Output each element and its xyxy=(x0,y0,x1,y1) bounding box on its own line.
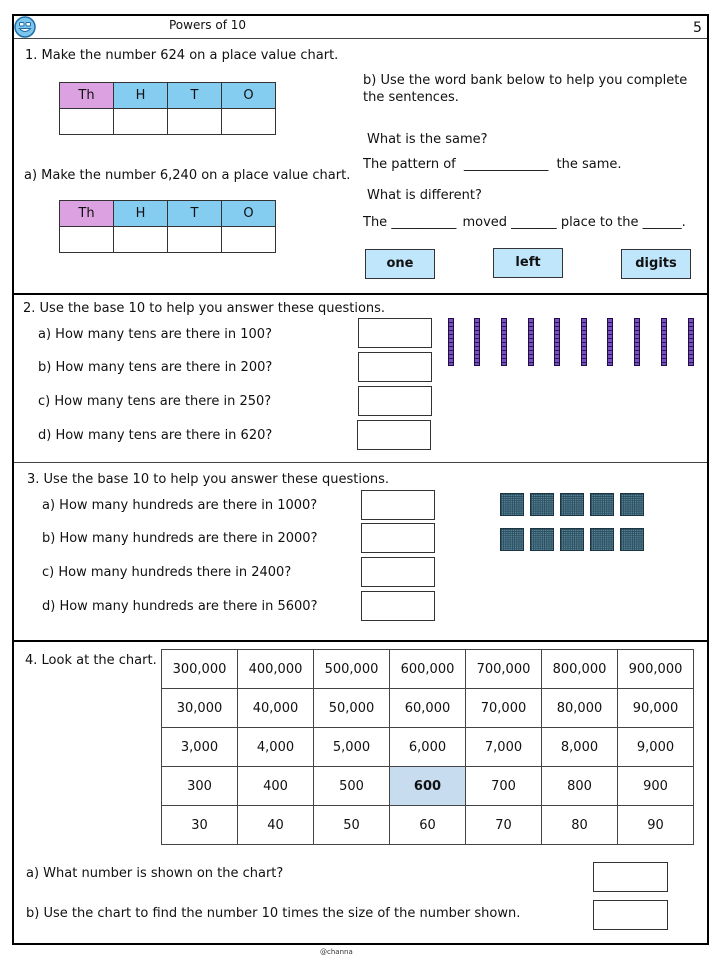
q2-prompt: 2. Use the base 10 to help you answer these questions. xyxy=(23,301,386,316)
place-value-chart-624 xyxy=(59,82,276,135)
chart-cell: 600,000 xyxy=(390,650,466,689)
hundred-flat xyxy=(500,528,524,551)
chart-cell: 50 xyxy=(314,806,390,845)
q1a-prompt: a) Make the number 6,240 on a place value chart. xyxy=(24,168,351,183)
same-sentence xyxy=(363,157,622,172)
chart-cell: 8,000 xyxy=(542,728,618,767)
section-divider-1 xyxy=(12,293,709,295)
chart-cell: 30,000 xyxy=(162,689,238,728)
pv-cell-o[interactable] xyxy=(222,109,276,135)
q3-answer-b[interactable] xyxy=(361,523,435,553)
pv-header-h: H xyxy=(114,201,168,227)
diff-blank-1[interactable]: __________ xyxy=(391,215,457,230)
word-bank-left[interactable]: left xyxy=(493,248,563,278)
hundreds-flats-group xyxy=(498,492,648,552)
diff-text-1: The xyxy=(363,215,388,230)
tens-rod xyxy=(501,318,507,366)
pv-header-t: T xyxy=(168,201,222,227)
page-number: 5 xyxy=(693,20,702,36)
hundred-flat xyxy=(620,528,644,551)
q4-answer-a[interactable] xyxy=(593,862,668,892)
hundred-flat xyxy=(620,493,644,516)
chart-cell: 300 xyxy=(162,767,238,806)
hundred-flat xyxy=(560,528,584,551)
q3-question-d: d) How many hundreds are there in 5600? xyxy=(42,599,318,614)
chart-cell: 6,000 xyxy=(390,728,466,767)
chart-row xyxy=(162,806,694,845)
tens-rod xyxy=(607,318,613,366)
chart-cell: 7,000 xyxy=(466,728,542,767)
pv-cell-h[interactable] xyxy=(114,227,168,253)
q2-question-c: c) How many tens are there in 250? xyxy=(38,394,272,409)
chart-cell: 700 xyxy=(466,767,542,806)
chart-cell: 500 xyxy=(314,767,390,806)
q3-prompt: 3. Use the base 10 to help you answer these questions. xyxy=(27,472,390,487)
pv-cell-t[interactable] xyxy=(168,227,222,253)
powers-of-ten-chart xyxy=(161,649,694,845)
chart-row xyxy=(162,767,694,806)
same-blank[interactable]: _____________ xyxy=(463,157,549,172)
chart-cell: 30 xyxy=(162,806,238,845)
q3-answer-a[interactable] xyxy=(361,490,435,520)
different-question: What is different? xyxy=(367,188,482,203)
chart-cell: 80 xyxy=(542,806,618,845)
hundred-flat xyxy=(530,528,554,551)
chart-cell: 50,000 xyxy=(314,689,390,728)
chart-cell: 40,000 xyxy=(238,689,314,728)
chart-cell: 400,000 xyxy=(238,650,314,689)
q3-answer-d[interactable] xyxy=(361,591,435,621)
q4-prompt: 4. Look at the chart. xyxy=(25,653,157,668)
tens-rod xyxy=(554,318,560,366)
q3-question-c: c) How many hundreds there in 2400? xyxy=(42,565,292,580)
pv-cell-t[interactable] xyxy=(168,109,222,135)
q4-answer-b[interactable] xyxy=(593,900,668,930)
tens-rod xyxy=(528,318,534,366)
chart-cell: 500,000 xyxy=(314,650,390,689)
pv-header-t: T xyxy=(168,83,222,109)
q1-prompt: 1. Make the number 624 on a place value chart. xyxy=(25,48,339,63)
pv-header-h: H xyxy=(114,83,168,109)
diff-blank-2[interactable]: _______ xyxy=(511,215,557,230)
diff-text-3: place to the xyxy=(560,215,639,230)
diff-text-2: moved xyxy=(462,215,508,230)
pv-cell-o[interactable] xyxy=(222,227,276,253)
chart-cell: 4,000 xyxy=(238,728,314,767)
q2-answer-d[interactable] xyxy=(357,420,431,450)
chart-cell: 90 xyxy=(618,806,694,845)
q1b-prompt: b) Use the word bank below to help you complete the sentences. xyxy=(363,73,688,105)
chart-cell: 800 xyxy=(542,767,618,806)
page-title: Powers of 10 xyxy=(169,18,246,32)
tens-rod xyxy=(634,318,640,366)
chart-cell: 900 xyxy=(618,767,694,806)
q2-question-d: d) How many tens are there in 620? xyxy=(38,428,273,443)
chart-cell: 400 xyxy=(238,767,314,806)
q2-question-b: b) How many tens are there in 200? xyxy=(38,360,273,375)
chart-cell: 80,000 xyxy=(542,689,618,728)
q2-question-a: a) How many tens are there in 100? xyxy=(38,327,272,342)
hundred-flat xyxy=(530,493,554,516)
q2-answer-c[interactable] xyxy=(358,386,432,416)
section-divider-3 xyxy=(12,640,709,642)
footer-credit: @channa xyxy=(320,948,353,956)
q2-answer-b[interactable] xyxy=(358,352,432,382)
chart-cell: 60 xyxy=(390,806,466,845)
chart-cell: 5,000 xyxy=(314,728,390,767)
header-divider xyxy=(14,38,707,39)
tens-rod xyxy=(688,318,694,366)
diff-blank-3[interactable]: ______. xyxy=(642,215,686,230)
q2-answer-a[interactable] xyxy=(358,318,432,348)
chart-row xyxy=(162,689,694,728)
pv-cell-h[interactable] xyxy=(114,109,168,135)
tens-rod xyxy=(448,318,454,366)
chart-cell: 70 xyxy=(466,806,542,845)
chart-cell: 800,000 xyxy=(542,650,618,689)
same-question: What is the same? xyxy=(367,132,488,147)
q3-answer-c[interactable] xyxy=(361,557,435,587)
q3-question-a: a) How many hundreds are there in 1000? xyxy=(42,498,318,513)
q4-question-b: b) Use the chart to find the number 10 times the size of the number shown. xyxy=(26,906,521,921)
pv-cell-th[interactable] xyxy=(60,109,114,135)
chart-cell: 40 xyxy=(238,806,314,845)
hundred-flat xyxy=(500,493,524,516)
hundred-flat xyxy=(590,493,614,516)
chart-cell: 60,000 xyxy=(390,689,466,728)
pv-header-th: Th xyxy=(60,83,114,109)
pv-header-o: O xyxy=(222,83,276,109)
different-sentence xyxy=(363,215,686,230)
tens-rod xyxy=(661,318,667,366)
q3-question-b: b) How many hundreds are there in 2000? xyxy=(42,531,318,546)
place-value-chart-6240 xyxy=(59,200,276,253)
tens-rod xyxy=(474,318,480,366)
pv-header-th: Th xyxy=(60,201,114,227)
chart-cell: 90,000 xyxy=(618,689,694,728)
chart-cell-highlighted: 600 xyxy=(390,767,466,806)
pv-header-o: O xyxy=(222,201,276,227)
chart-row xyxy=(162,728,694,767)
chart-cell: 300,000 xyxy=(162,650,238,689)
word-bank-digits[interactable]: digits xyxy=(621,249,691,279)
tens-rods-group xyxy=(440,318,705,368)
pv-cell-th[interactable] xyxy=(60,227,114,253)
chart-cell: 9,000 xyxy=(618,728,694,767)
q4-question-a: a) What number is shown on the chart? xyxy=(26,866,284,881)
hundred-flat xyxy=(560,493,584,516)
chart-cell: 3,000 xyxy=(162,728,238,767)
chart-cell: 70,000 xyxy=(466,689,542,728)
chart-cell: 700,000 xyxy=(466,650,542,689)
same-text-1: The pattern of xyxy=(363,157,456,172)
tens-rod xyxy=(581,318,587,366)
chart-cell: 900,000 xyxy=(618,650,694,689)
chart-row xyxy=(162,650,694,689)
section-divider-2 xyxy=(14,462,707,463)
word-bank-one[interactable]: one xyxy=(365,249,435,279)
same-text-2: the same. xyxy=(556,157,622,172)
hundred-flat xyxy=(590,528,614,551)
